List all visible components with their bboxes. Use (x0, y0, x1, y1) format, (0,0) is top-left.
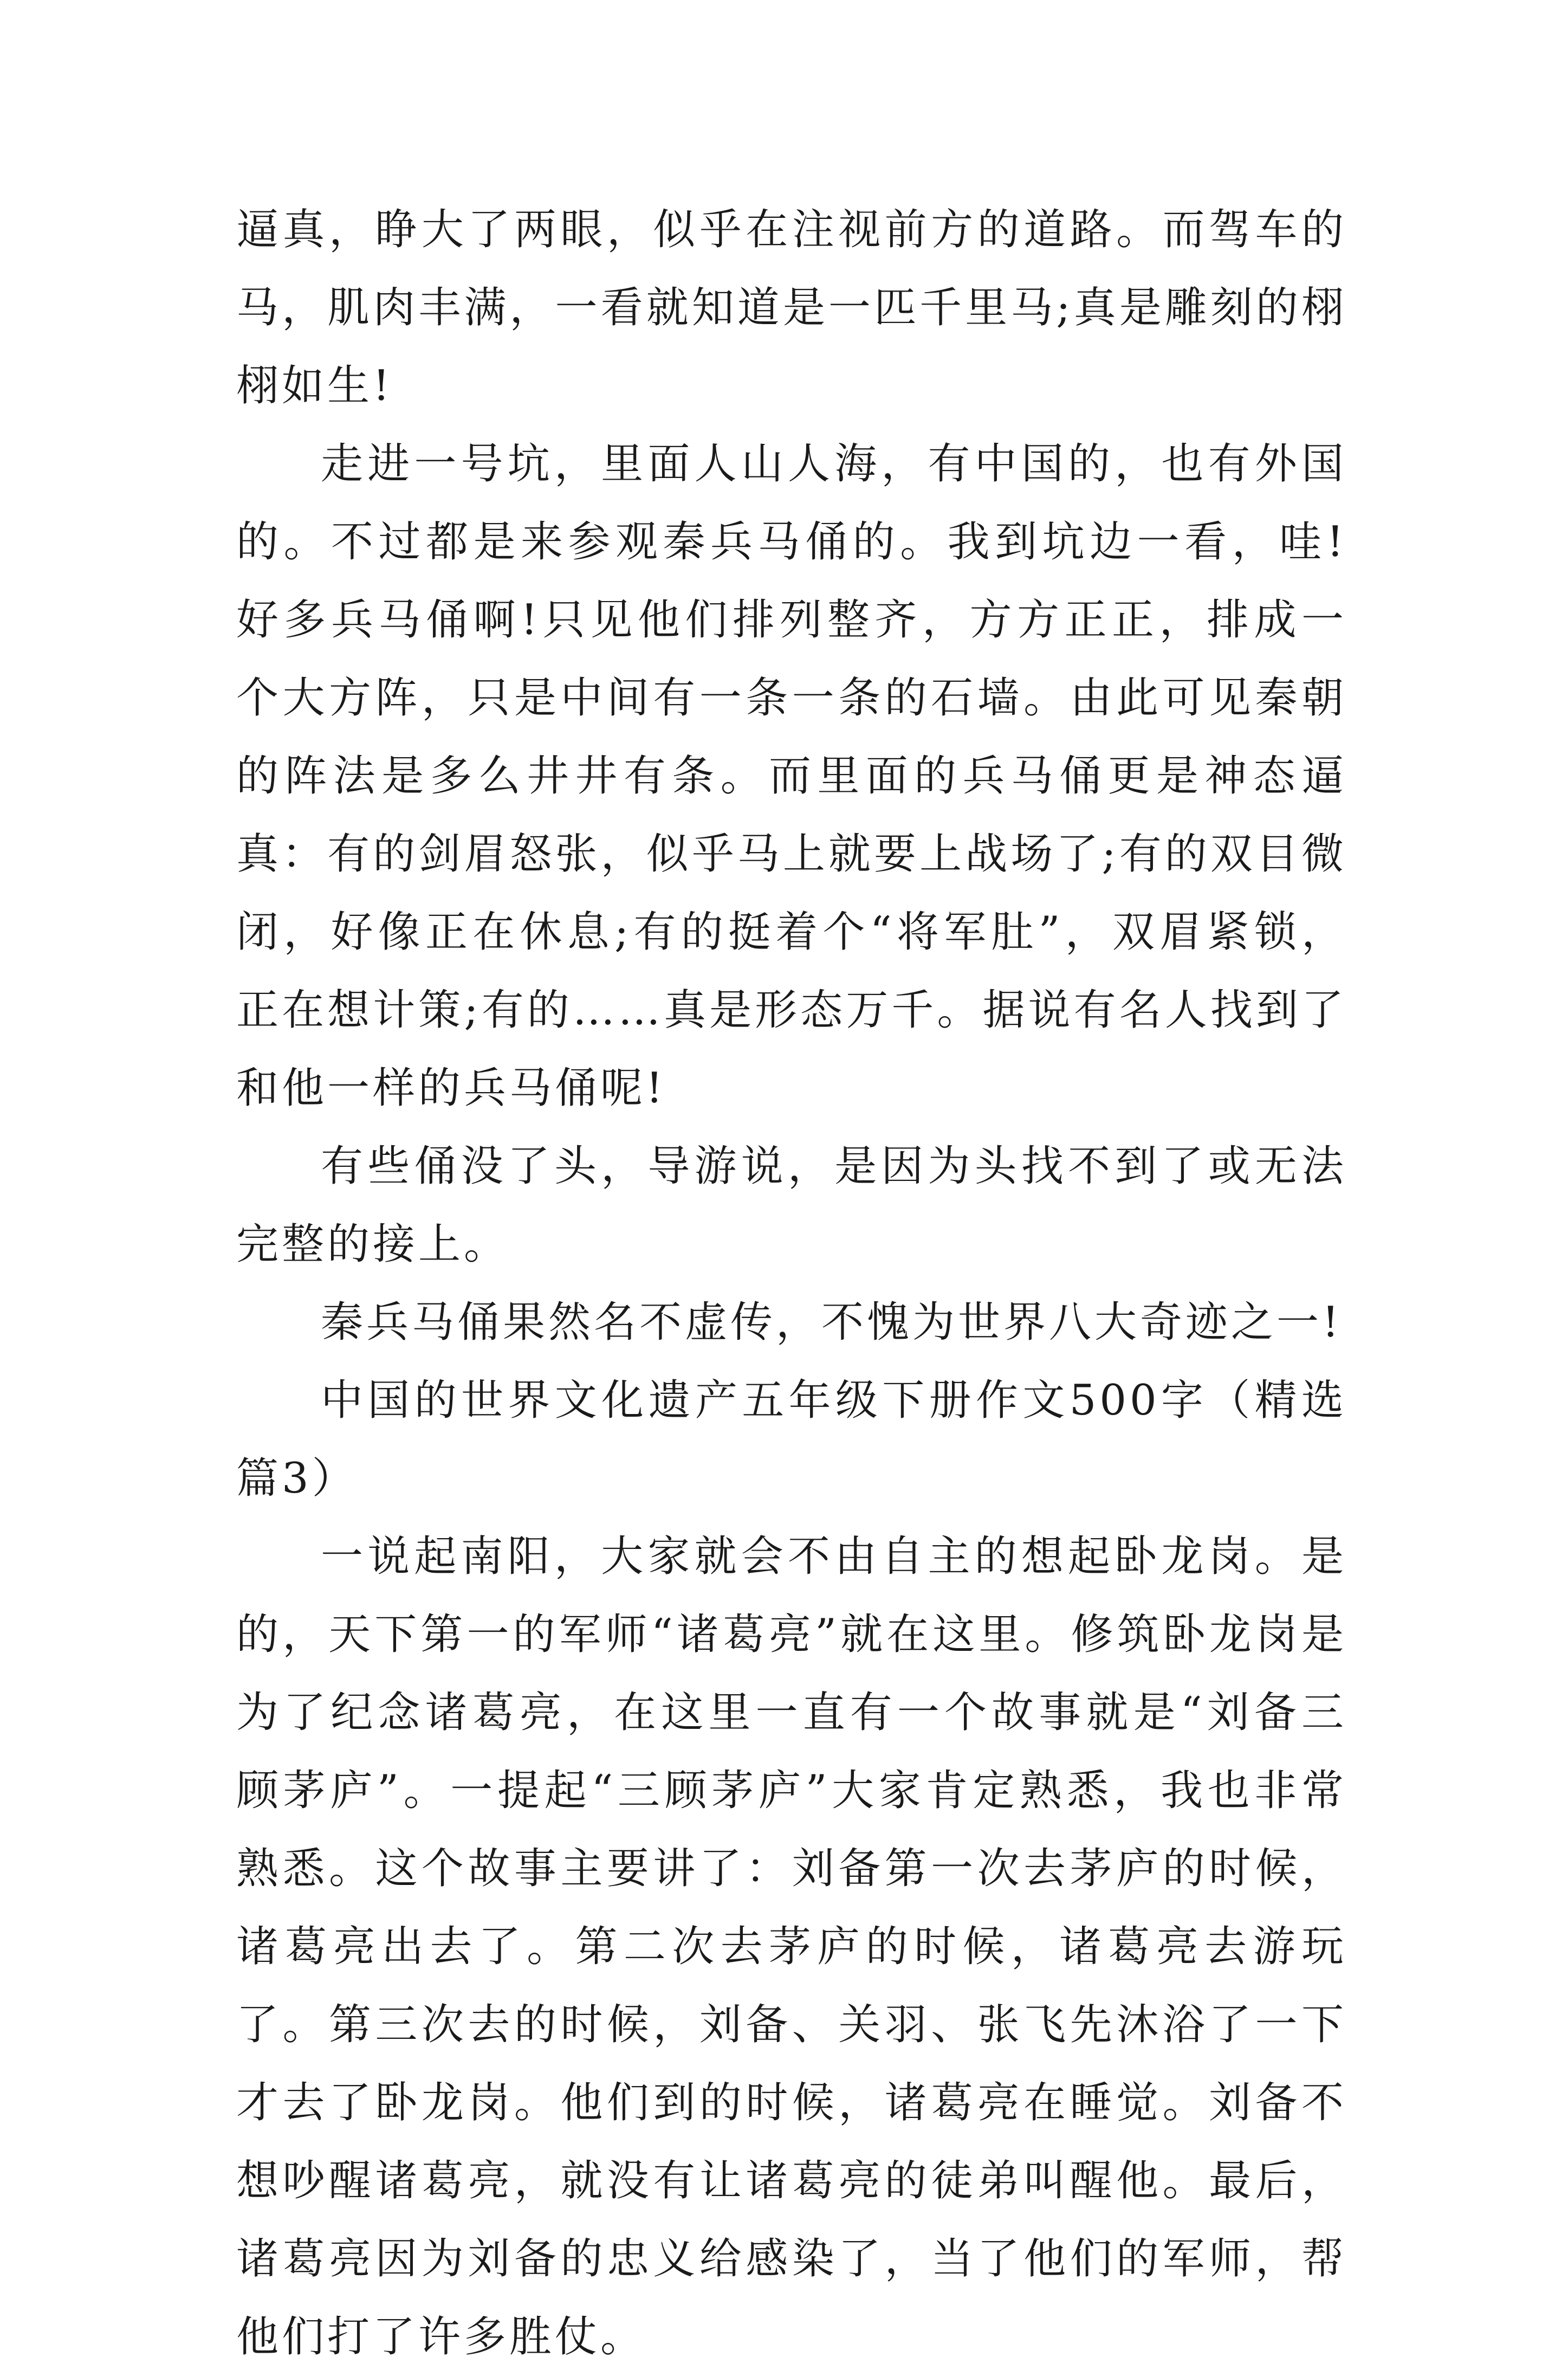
paragraph-conclusion: 秦兵马俑果然名不虚传，不愧为世界八大奇迹之一! (321, 1298, 1343, 1347)
paragraph-chariot-description: 逼真，睁大了两眼，似乎在注视前方的道路。而驾车的马，肌肉丰满，一看就知道是一匹千里马;真是雕刻的栩栩如生! (236, 205, 1347, 410)
paragraph-headless-figures: 有些俑没了头，导游说，是因为头找不到了或无法完整的接上。 (236, 1142, 1347, 1269)
paragraph-wolonggang: 一说起南阳，大家就会不由自主的想起卧龙岗。是的，天下第一的军师“诸葛亮”就在这里。修筑卧龙岗是为了纪念诸葛亮，在这里一直有一个故事就是“刘备三顾茅庐”。一提起“三顾茅庐”大家肯定熟悉，我也非常熟悉。这个故事主要讲了：刘备第一次去茅庐的时候，诸葛亮出去了。第二次去茅庐的时候，诸葛亮去游玩了。第三次去的时候，刘备、关羽、张飞先沐浴了一下才去了卧龙岗。他们到的时候，诸葛亮在睡觉。刘备不想吵醒诸葛亮，就没有让诸葛亮的徒弟叫醒他。最后，诸葛亮因为刘备的忠义给感染了，当了他们的军师，帮他们打了许多胜仗。 (236, 1532, 1347, 2361)
paragraph-pit-one: 走进一号坑，里面人山人海，有中国的，也有外国的。不过都是来参观秦兵马俑的。我到坑边一看，哇!好多兵马俑啊!只见他们排列整齐，方方正正，排成一个大方阵，只是中间有一条一条的石墙。由此可见秦朝的阵法是多么井井有条。而里面的兵马俑更是神态逼真：有的剑眉怒张，似乎马上就要上战场了;有的双目微闭，好像正在休息;有的挺着个“将军肚”，双眉紧锁，正在想计策;有的……真是形态万千。据说有名人找到了和他一样的兵马俑呢! (236, 440, 1347, 1113)
section-heading: 中国的世界文化遗产五年级下册作文500字（精选篇3） (236, 1376, 1347, 1503)
document-body (236, 191, 1347, 2376)
